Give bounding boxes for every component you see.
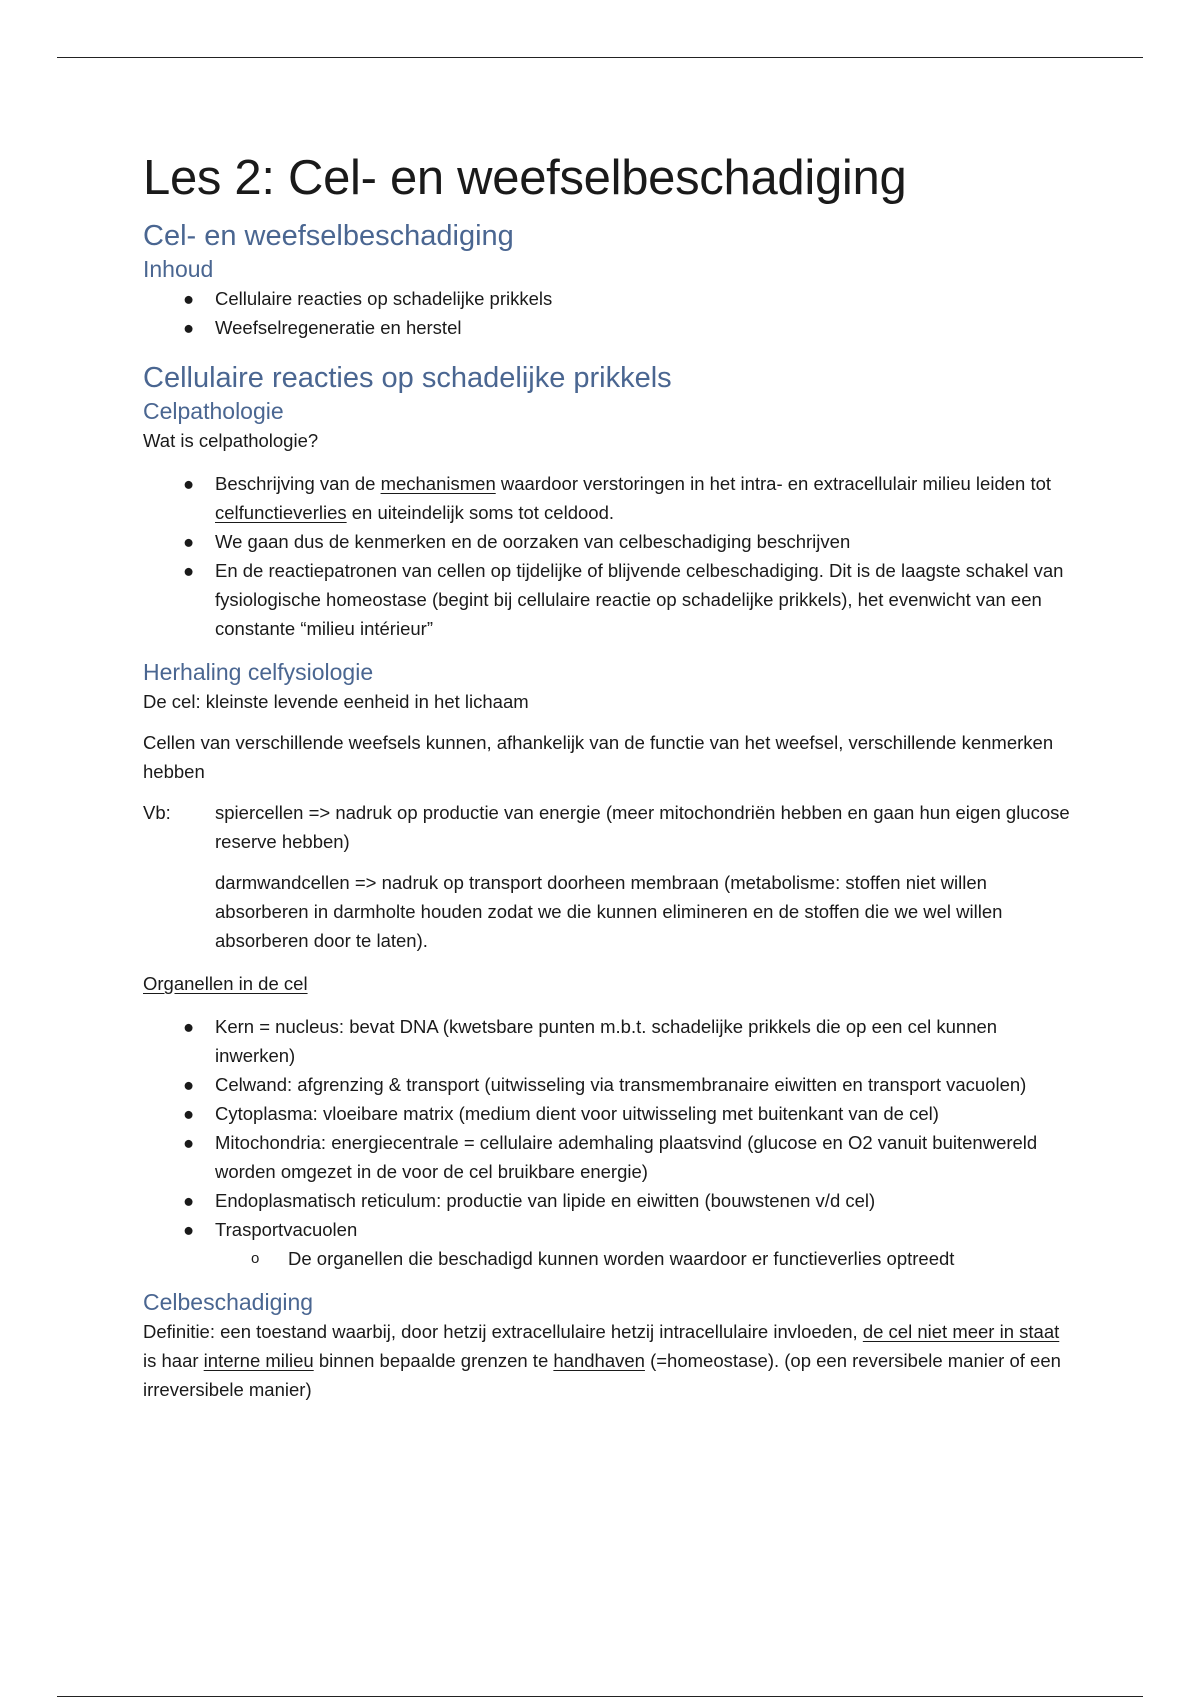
celpathologie-list — [143, 469, 1073, 643]
list-item: ● Trasportvacuolen — [143, 1215, 1073, 1244]
paragraph: De cel: kleinste levende eenheid in het lichaam — [143, 691, 529, 712]
definition-paragraph: Definitie: een toestand waarbij, door hetzij extracellulaire hetzij intracellulaire invloeden, de cel niet meer in staat is haar interne milieu binnen bepaalde grenzen te handhaven (=homeostase). (op een reversibele manier of een irreversibele manier) — [143, 1321, 1061, 1400]
list-item: ● Kern = nucleus: bevat DNA (kwetsbare punten m.b.t. schadelijke prikkels die op een cel kunnen inwerken) — [143, 1012, 1073, 1070]
section-heading-cel-weefsel: Cel- en weefselbeschadiging — [143, 220, 514, 252]
organellen-list — [143, 1012, 1073, 1244]
underlined-term: handhaven — [553, 1350, 645, 1371]
bullet-icon: ● — [183, 1190, 195, 1211]
underlined-term: mechanismen — [380, 473, 496, 494]
bullet-icon: ● — [183, 1219, 195, 1240]
bullet-icon: ● — [183, 1074, 195, 1095]
bullet-icon: ● — [183, 531, 195, 552]
list-item: ● Cellulaire reacties op schadelijke prikkels — [143, 284, 1073, 313]
bullet-icon: ● — [183, 288, 195, 309]
top-rule — [57, 57, 1143, 58]
list-item: ● Weefselregeneratie en herstel — [143, 313, 1073, 342]
underlined-term: de cel niet meer in staat — [862, 1321, 1060, 1342]
subheading-herhaling: Herhaling celfysiologie — [143, 659, 374, 685]
example-block — [143, 798, 1073, 955]
list-item: ● Beschrijving van de mechanismen waardoor verstoringen in het intra- en extracellulair milieu leiden tot celfunctieverlies en uiteindelijk soms tot celdood. — [143, 469, 1073, 527]
document-body — [143, 148, 1073, 1404]
bottom-rule — [57, 1696, 1143, 1697]
list-item: ● En de reactiepatronen van cellen op tijdelijke of blijvende celbeschadiging. Dit is de laagste schakel van fysiologische homeostase (begint bij cellulaire reactie op schadelijke prikkels), het evenwicht van een constante “milieu intérieur” — [143, 556, 1073, 643]
subheading-inhoud: Inhoud — [143, 256, 214, 282]
sub-bullet-icon: o — [251, 1250, 260, 1267]
subheading-celpathologie: Celpathologie — [143, 398, 284, 424]
example-text: spiercellen => nadruk op productie van energie (meer mitochondriën hebben en gaan hun eigen glucose reserve hebben) — [215, 802, 1070, 852]
list-item: ● We gaan dus de kenmerken en de oorzaken van celbeschadiging beschrijven — [143, 527, 1073, 556]
bullet-icon: ● — [183, 560, 195, 581]
list-item: ● Mitochondria: energiecentrale = cellulaire ademhaling plaatsvind (glucose en O2 vanuit buitenwereld worden omgezet in de voor de cel bruikbare energie) — [143, 1128, 1073, 1186]
bullet-icon: ● — [183, 1016, 195, 1037]
bullet-icon: ● — [183, 1132, 195, 1153]
example-text: darmwandcellen => nadruk op transport doorheen membraan (metabolisme: stoffen niet willen absorberen in darmholte houden zodat we die kunnen elimineren en de stoffen die we wel willen absorberen door te laten). — [215, 872, 1003, 951]
question-text: Wat is celpathologie? — [143, 430, 319, 451]
bullet-icon: ● — [183, 1103, 195, 1124]
list-item: o De organellen die beschadigd kunnen worden waardoor er functieverlies optreedt — [143, 1244, 1073, 1273]
paragraph: Cellen van verschillende weefsels kunnen, afhankelijk van de functie van het weefsel, verschillende kenmerken hebben — [143, 732, 1054, 782]
page-title: Les 2: Cel- en weefselbeschadiging — [143, 151, 907, 205]
list-item: ● Cytoplasma: vloeibare matrix (medium dient voor uitwisseling met buitenkant van de cel) — [143, 1099, 1073, 1128]
underlined-term: interne milieu — [203, 1350, 314, 1371]
bullet-icon: ● — [183, 473, 195, 494]
list-item: ● Celwand: afgrenzing & transport (uitwisseling via transmembranaire eiwitten en transport vacuolen) — [143, 1070, 1073, 1099]
underlined-term: celfunctieverlies — [215, 502, 347, 523]
example-label: Vb: — [143, 802, 171, 823]
list-item: ● Endoplasmatisch reticulum: productie van lipide en eiwitten (bouwstenen v/d cel) — [143, 1186, 1073, 1215]
subheading-celbeschadiging: Celbeschadiging — [143, 1289, 314, 1315]
bullet-icon: ● — [183, 317, 195, 338]
organellen-sublist — [143, 1244, 1073, 1273]
inhoud-list — [143, 284, 1073, 342]
organellen-heading: Organellen in de cel — [143, 973, 308, 994]
section-heading-cellulaire-reacties: Cellulaire reacties op schadelijke prikkels — [143, 362, 672, 394]
